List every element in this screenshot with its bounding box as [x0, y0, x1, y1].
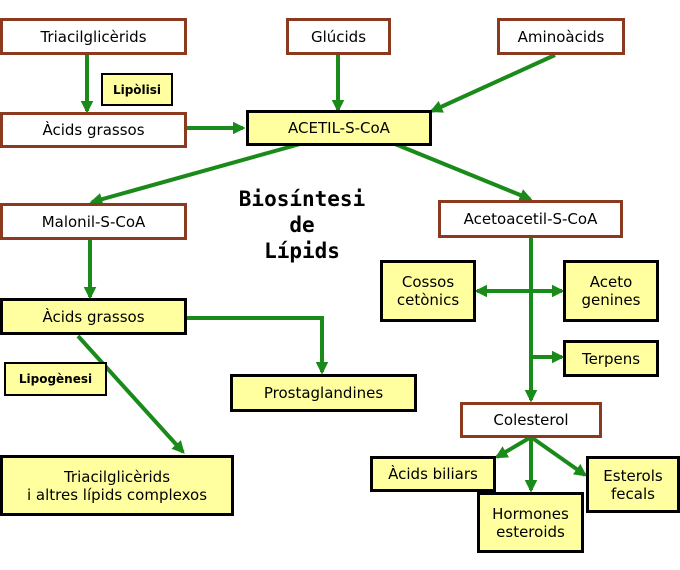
- node-terpens: Terpens: [563, 340, 659, 377]
- node-colesterol: Colesterol: [460, 402, 602, 438]
- arrow-aminoacids-to-acetil: [432, 55, 555, 111]
- node-glucids: Glúcids: [286, 18, 391, 55]
- node-prostaglandines: Prostaglandines: [230, 374, 417, 412]
- node-triacilglicerids-input: Triacilglicèrids: [0, 18, 187, 55]
- arrow-acids-to-prostaglandines: [187, 318, 322, 372]
- diagram-title: [222, 186, 382, 264]
- title-line-2: de: [289, 213, 315, 237]
- node-acids-biliars: Àcids biliars: [370, 456, 496, 492]
- node-lipogenesi: Lipogènesi: [4, 362, 107, 396]
- node-acids-grassos-input: Àcids grassos: [0, 112, 187, 148]
- node-cossos-cetonics: Cossos cetònics: [380, 260, 476, 322]
- arrow-acetil-to-acetoacetil: [395, 144, 530, 199]
- node-aminoacids: Aminoàcids: [497, 18, 625, 55]
- node-lipolisi: Lipòlisi: [101, 73, 173, 106]
- node-triacilglicerids-complexos: Triacilglicèrids i altres lípids complexos: [0, 455, 234, 516]
- arrow-colesterol-to-biliars: [497, 437, 531, 457]
- title-line-1: Biosíntesi: [238, 187, 366, 211]
- node-malonil-coa: Malonil-S-CoA: [0, 203, 187, 240]
- node-hormones-esteroids: Hormones esteroids: [477, 492, 584, 553]
- node-acids-grassos: Àcids grassos: [0, 298, 187, 335]
- title-line-3: Lípids: [264, 239, 340, 263]
- node-acetil-coa: ACETIL-S-CoA: [246, 110, 432, 146]
- node-esterols-fecals: Esterols fecals: [586, 456, 680, 513]
- node-acetoacetil-coa: Acetoacetil-S-CoA: [438, 200, 623, 238]
- arrow-colesterol-to-esterols: [531, 437, 585, 475]
- node-aceto-genines: Aceto genines: [563, 260, 659, 322]
